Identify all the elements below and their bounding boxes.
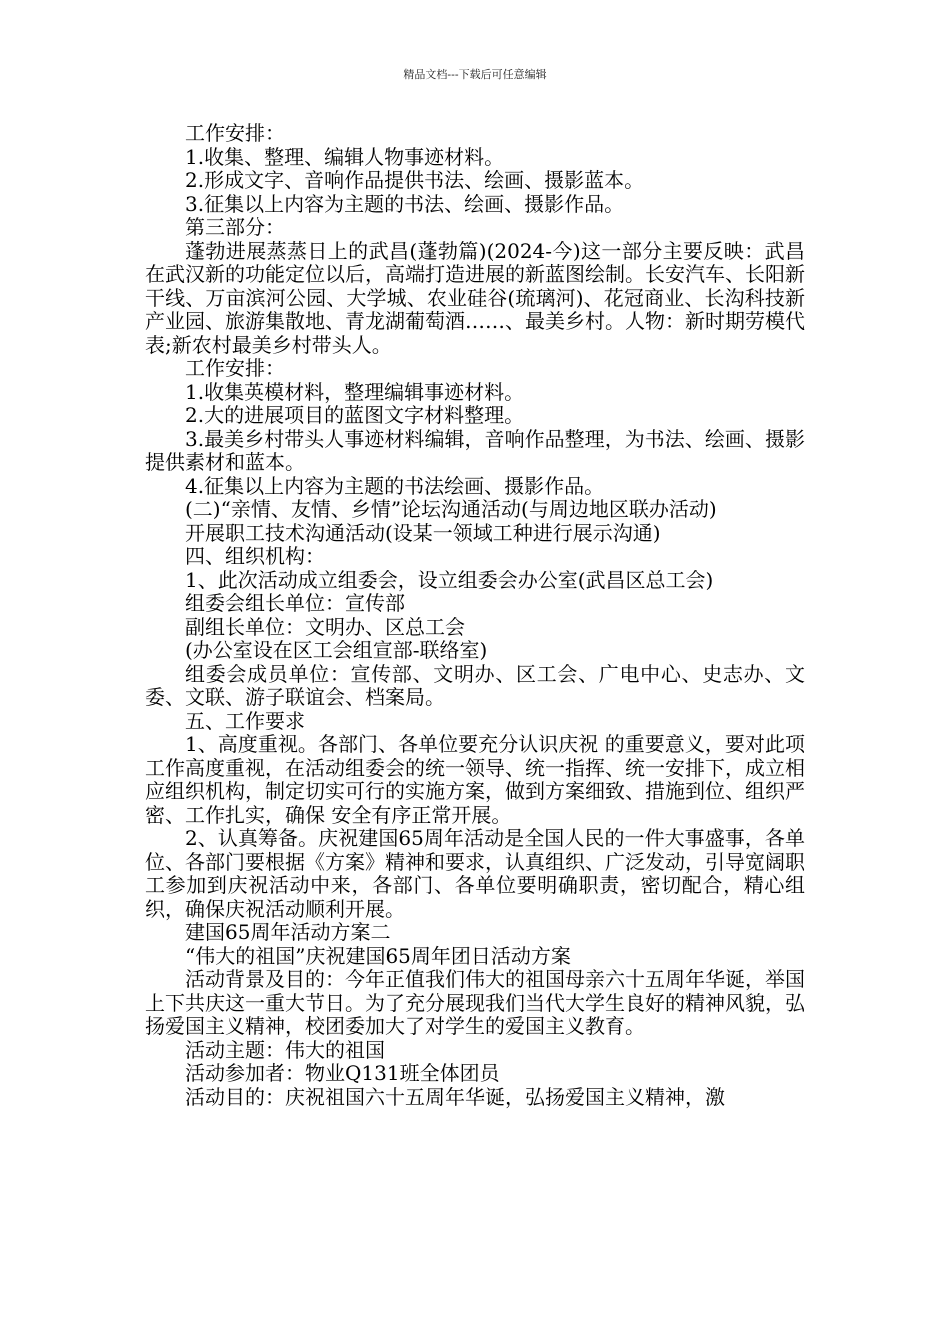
paragraph: 3.征集以上内容为主题的书法、绘画、摄影作品。	[185, 191, 625, 216]
paragraph: 活动背景及目的：今年正值我们伟大的祖国母亲六十五周年华诞，举国上下共庆这一重大节日。为了充分展现我们当代大学生良好的精神风貌，弘扬爱国主义精神，校团委加大了对学生的爱国主义教育。	[145, 967, 805, 1038]
paragraph: 活动目的：庆祝祖国六十五周年华诞，弘扬爱国主义精神，激	[185, 1084, 725, 1109]
paragraph: 2.大的进展项目的蓝图文字材料整理。	[185, 403, 525, 427]
paragraph: 蓬勃进展蒸蒸日上的武昌(蓬勃篇)(2024-今)这一部分主要反映：武昌在武汉新的功能定位以后，高端打造进展的新蓝图绘制。长安汽车、长阳新干线、万亩滨河公园、大学城、农业硅谷(琉璃河)、花冠商业、长沟科技新产业园、旅游集散地、青龙湖葡萄酒……、最美乡村。人物：新时期劳模代表;新农村最美乡村带头人。	[145, 238, 805, 357]
section-heading: “伟大的祖国”庆祝建国65周年团日活动方案	[185, 943, 571, 968]
paragraph: 活动参加者：物业Q131班全体团员	[185, 1061, 500, 1085]
section-heading: 四、组织机构：	[185, 544, 325, 568]
page-header: 精品文档---下载后可任意编辑	[403, 68, 547, 81]
paragraph: 1、此次活动成立组委会，设立组委会办公室(武昌区总工会)	[185, 567, 714, 592]
paragraph: 副组长单位：文明办、区总工会	[185, 614, 465, 639]
paragraph: 活动主题：伟大的祖国	[185, 1037, 385, 1062]
section-heading: 第三部分：	[185, 215, 285, 239]
paragraph: 组委会组长单位：宣传部	[185, 591, 405, 615]
paragraph: 开展职工技术沟通活动(设某一领域工种进行展示沟通)	[185, 520, 661, 545]
paragraph: 4.征集以上内容为主题的书法绘画、摄影作品。	[185, 473, 605, 498]
paragraph: (办公室设在区工会组宣部-联络室)	[185, 638, 488, 662]
paragraph: 2.形成文字、音响作品提供书法、绘画、摄影蓝本。	[185, 168, 645, 192]
paragraph: 1.收集、整理、编辑人物事迹材料。	[185, 144, 505, 169]
paragraph: 2、认真筹备。庆祝建国65周年活动是全国人民的一件大事盛事，各单位、各部门要根据《方案》精神和要求，认真组织、广泛发动，引导宽阔职工参加到庆祝活动中来，各部门、各单位要明确职责，密切配合，精心组织，确保庆祝活动顺利开展。	[145, 826, 805, 921]
paragraph: 组委会成员单位：宣传部、文明办、区工会、广电中心、史志办、文委、文联、游子联谊会、档案局。	[145, 661, 805, 709]
paragraph: 工作安排：	[185, 356, 285, 380]
section-heading: 五、工作要求	[185, 708, 305, 733]
paragraph: 工作安排：	[185, 121, 285, 145]
paragraph: 1.收集英模材料，整理编辑事迹材料。	[185, 379, 525, 404]
paragraph: 1、高度重视。各部门、各单位要充分认识庆祝 的重要意义，要对此项工作高度重视，在活动组委会的统一领导、统一指挥、统一安排下，成立相应组织机构，制定切实可行的实施方案，做到方案细致、措施到位、组织严密、工作扎实，确保 安全有序正常开展。	[145, 732, 805, 827]
paragraph: (二)“亲情、友情、乡情”论坛沟通活动(与周边地区联办活动)	[185, 497, 717, 521]
section-heading: 建国65周年活动方案二	[185, 920, 391, 944]
paragraph: 3.最美乡村带头人事迹材料编辑，音响作品整理，为书法、绘画、摄影提供素材和蓝本。	[145, 426, 805, 474]
document-body	[145, 122, 805, 1109]
